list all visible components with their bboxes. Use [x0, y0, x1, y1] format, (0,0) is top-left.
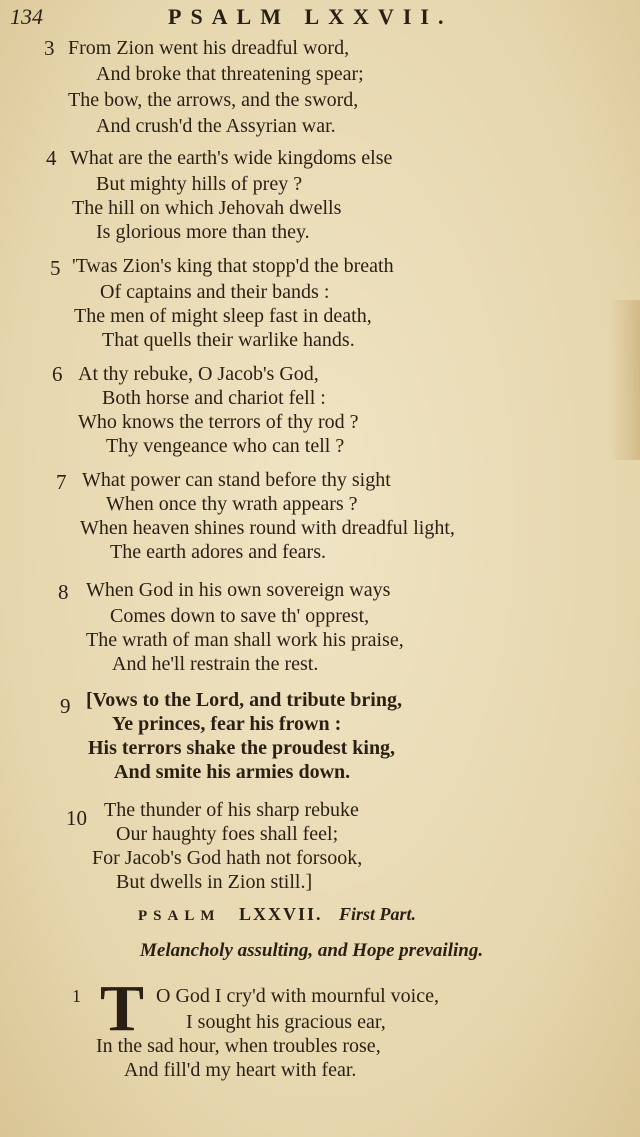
- verse-line: And fill'd my heart with fear.: [124, 1059, 357, 1081]
- running-title: PSALM LXXVII.: [168, 4, 453, 29]
- page-header: [0, 2, 640, 28]
- verse-line: The earth adores and fears.: [110, 541, 326, 563]
- verse-line: Is glorious more than they.: [96, 221, 310, 243]
- verse-line: Thy vengeance who can tell ?: [106, 435, 345, 457]
- stanza-number: 3: [44, 36, 55, 60]
- verse-line: Both horse and chariot fell :: [102, 387, 326, 409]
- verse-line: Our haughty foes shall feel;: [116, 823, 339, 845]
- verse-line: [Vows to the Lord, and tribute bring,: [86, 689, 402, 711]
- stanza-number: 8: [58, 580, 69, 604]
- psalm-number: LXXVII.: [239, 904, 323, 924]
- stanza-number: 1: [72, 986, 81, 1006]
- verse-line: That quells their warlike hands.: [102, 329, 355, 351]
- verse-line: The thunder of his sharp rebuke: [104, 799, 359, 821]
- psalm-heading: [138, 904, 416, 925]
- verse-line: For Jacob's God hath not forsook,: [92, 847, 363, 869]
- verse-line: The hill on which Jehovah dwells: [72, 197, 342, 219]
- verse-line: But mighty hills of prey ?: [96, 173, 303, 195]
- verse-line: What are the earth's wide kingdoms else: [70, 147, 393, 169]
- stanza-number: 6: [52, 362, 63, 386]
- stanza-number: 9: [60, 694, 71, 718]
- drop-cap: T: [100, 972, 145, 1045]
- verse-line: Comes down to save th' opprest,: [110, 605, 370, 627]
- verse-line: His terrors shake the proudest king,: [88, 737, 396, 759]
- verse-line: The men of might sleep fast in death,: [74, 305, 372, 327]
- verse-line: Of captains and their bands :: [100, 281, 330, 303]
- verse-line: When heaven shines round with dreadful light,: [80, 517, 455, 539]
- verse-line: And broke that threatening spear;: [96, 63, 364, 85]
- verse-line: The bow, the arrows, and the sword,: [68, 89, 359, 111]
- verse-line: In the sad hour, when troubles rose,: [96, 1035, 381, 1057]
- page-number: 134: [10, 4, 43, 29]
- verse-line: At thy rebuke, O Jacob's God,: [78, 363, 319, 385]
- stanza-number: 4: [46, 146, 57, 170]
- verse-line: And smite his armies down.: [114, 761, 351, 783]
- verse-line: 'Twas Zion's king that stopp'd the breath: [72, 255, 394, 277]
- paper-stain: [610, 300, 640, 460]
- verse-line: I sought his gracious ear,: [186, 1011, 386, 1033]
- psalm-word: PSALM: [138, 908, 221, 924]
- psalm-subtitle: Melancholy assulting, and Hope prevailing.: [140, 940, 484, 961]
- verse-line: When God in his own sovereign ways: [86, 579, 391, 601]
- verse-line: The wrath of man shall work his praise,: [86, 629, 404, 651]
- stanza-number: 5: [50, 256, 61, 280]
- verse-line: Who knows the terrors of thy rod ?: [78, 411, 359, 433]
- verse-line: O God I cry'd with mournful voice,: [156, 985, 439, 1007]
- verse-line: And he'll restrain the rest.: [112, 653, 319, 675]
- verse-line: But dwells in Zion still.]: [116, 871, 313, 893]
- verse-line: And crush'd the Assyrian war.: [96, 115, 336, 137]
- verse-line: Ye princes, fear his frown :: [112, 713, 342, 735]
- verse-line: When once thy wrath appears ?: [106, 493, 358, 515]
- part-label: First Part.: [339, 904, 417, 924]
- stanza-number: 7: [56, 470, 67, 494]
- verse-line: From Zion went his dreadful word,: [68, 37, 350, 59]
- stanza-number: 10: [66, 806, 87, 830]
- verse-line: What power can stand before thy sight: [82, 469, 391, 491]
